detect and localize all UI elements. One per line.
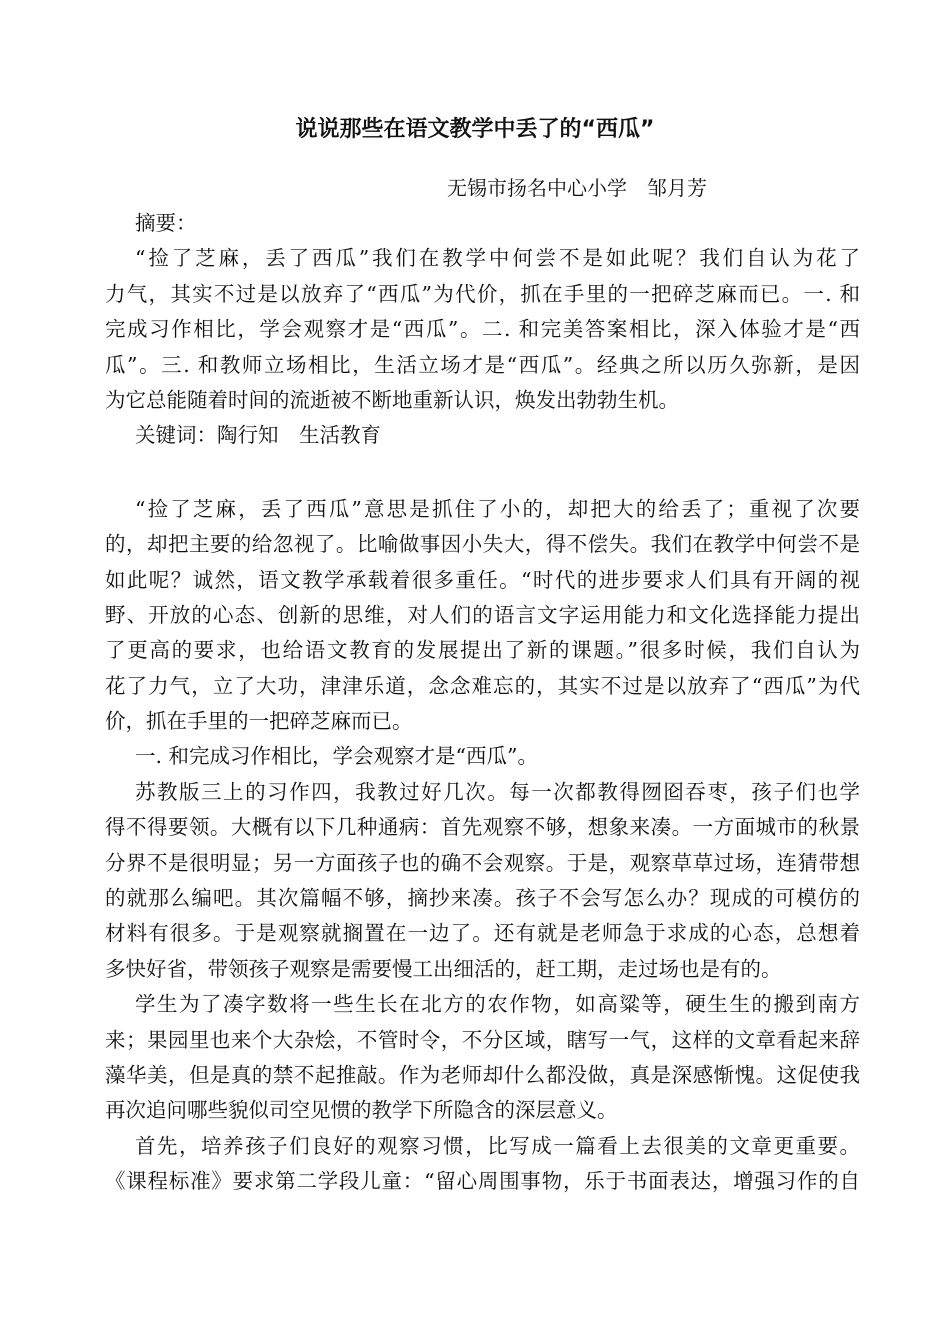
- document-title: 说说那些在语文教学中丢了的“西瓜”: [295, 117, 655, 142]
- text-line: 苏教版三上的习作四，我教过好几次。每一次都教得囫囵吞枣，孩子们也学: [135, 779, 860, 804]
- text-line: 得不得要领。大概有以下几种通病：首先观察不够，想象来凑。一方面城市的秋景: [105, 815, 860, 840]
- paragraph: [105, 241, 860, 418]
- author-line: 无锡市扬名中心小学 邹月芳: [447, 176, 707, 200]
- text-line: 材料有很多。于是观察就搁置在一边了。还有就是老师急于求成的心态，总想着: [105, 921, 860, 946]
- paragraph: [105, 418, 860, 453]
- text-line: 如此呢？诚然，语文教学承载着很多重任。“时代的进步要求人们具有开阔的视: [105, 567, 860, 592]
- text-line: 藻华美，但是真的禁不起推敲。作为老师却什么都没做，真是深感惭愧。这促使我: [105, 1062, 860, 1087]
- text-line: 摘要：: [135, 211, 197, 235]
- text-line: 完成习作相比，学会观察才是“西瓜”。二. 和完美答案相比，深入体验才是“西: [105, 317, 860, 342]
- text-line: 再次追问哪些貌似司空见惯的教学下所隐含的深层意义。: [105, 1098, 618, 1123]
- text-line: 的，却把主要的给忽视了。比喻做事因小失大，得不偿失。我们在教学中何尝不是: [105, 532, 860, 557]
- paragraph: [105, 206, 860, 241]
- paragraph: [105, 739, 860, 774]
- paragraph: [105, 775, 860, 987]
- text-line: 关键词：陶行知 生活教育: [135, 423, 381, 448]
- text-line: 的就那么编吧。其次篇幅不够，摘抄来凑。孩子不会写怎么办？现成的可模仿的: [105, 886, 860, 911]
- text-line: 学生为了凑字数将一些生长在北方的农作物，如高粱等，硬生生的搬到南方: [135, 992, 860, 1017]
- text-line: 首先，培养孩子们良好的观察习惯，比写成一篇看上去很美的文章更重要。: [135, 1133, 860, 1158]
- text-line: 价，抓在手里的一把碎芝麻而已。: [105, 709, 413, 734]
- text-line: 瓜”。三. 和教师立场相比，生活立场才是“西瓜”。经典之所以历久弥新，是因: [105, 352, 860, 377]
- paragraph: [105, 987, 860, 1129]
- text-line: 《课程标准》要求第二学段儿童：“留心周围事物，乐于书面表达，增强习作的自: [105, 1169, 860, 1194]
- paragraph: [105, 1129, 860, 1200]
- text-line: 多快好省，带领孩子观察是需要慢工出细活的，赶工期，走过场也是有的。: [105, 956, 782, 981]
- text-line: 一. 和完成习作相比，学会观察才是“西瓜”。: [135, 744, 538, 769]
- text-line: 了更高的要求，也给语文教育的发展提出了新的课题。”很多时候，我们自认为: [105, 638, 860, 663]
- text-line: 为它总能随着时间的流逝被不断地重新认识，焕发出勃勃生机。: [105, 387, 679, 412]
- text-line: 分界不是很明显；另一方面孩子也的确不会观察。于是，观察草草过场，连猜带想: [105, 850, 860, 875]
- document-body: [105, 206, 860, 1200]
- text-line: 花了力气，立了大功，津津乐道，念念难忘的，其实不过是以放弃了“西瓜”为代: [105, 673, 860, 698]
- text-line: “捡了芝麻，丢了西瓜”意思是抓住了小的，却把大的给丢了；重视了次要: [135, 496, 860, 521]
- text-line: 来；果园里也来个大杂烩，不管时令，不分区域，瞎写一气，这样的文章看起来辞: [105, 1027, 860, 1052]
- paragraph: [105, 492, 860, 740]
- text-line: 力气，其实不过是以放弃了“西瓜”为代价，抓在手里的一把碎芝麻而已。一. 和: [105, 281, 860, 306]
- text-line: 野、开放的心态、创新的思维，对人们的语言文字运用能力和文化选择能力提出: [105, 602, 860, 627]
- text-line: “捡了芝麻，丢了西瓜”我们在教学中何尝不是如此呢？我们自认为花了: [135, 246, 860, 271]
- blank-line: [105, 454, 860, 492]
